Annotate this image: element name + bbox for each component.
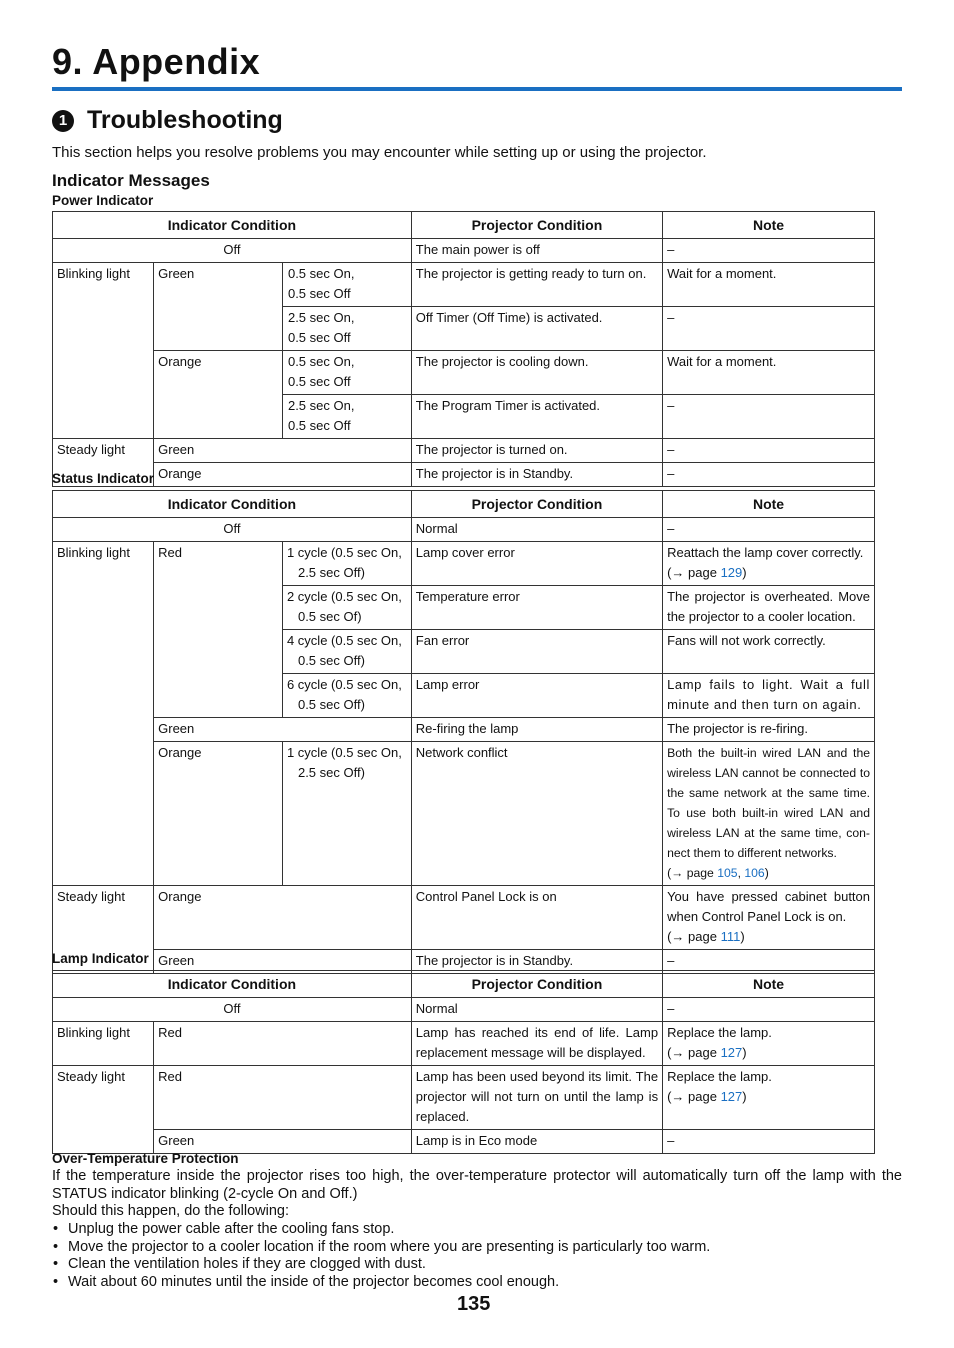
cell-note: – [663,239,875,263]
ref-suffix: ) [742,1089,747,1104]
cell-timing [282,351,411,395]
cell-color: Green [154,1130,412,1154]
timing-line: 0.5 sec Off [287,286,351,301]
cell-note [663,1022,875,1066]
timing-line: 0.5 sec Off [287,418,351,433]
note-text: Reattach the lamp cover correctly. [667,545,864,560]
status-indicator-label: Status Indicator [52,471,155,486]
cell-note: – [663,439,875,463]
header-note: Note [663,971,875,998]
timing-line: 2.5 sec Off) [297,765,365,780]
otp-body [52,1168,902,1221]
cell-mode: Blinking light [53,263,154,439]
note-text: Replace the lamp. [667,1025,772,1040]
note-text: Both the built-in wired LAN and the wireless LAN cannot be connected to the same network at the same time. To use both built-in wired LAN and wireless LAN at the same time, con-nect them to different networks. [667,746,870,860]
status-indicator-table [52,490,875,974]
table-header-row [53,212,875,239]
subsection-title: Indicator Messages [52,171,210,190]
ref-suffix: ) [742,1045,747,1060]
page-link[interactable]: 111 [720,929,741,944]
cell-timing [282,395,411,439]
cell-mode: Blinking light [53,1022,154,1066]
table-header-row [53,971,875,998]
cell-color: Red [154,1022,412,1066]
cell-note [663,542,875,586]
timing-line: 2.5 sec On, [287,310,355,325]
cell-note: – [663,950,875,974]
cell-note [663,886,875,950]
header-note: Note [663,212,875,239]
cell-timing [282,307,411,351]
section-number-badge: 1 [52,110,74,132]
note-text: You have pressed cabinet button when Control Panel Lock is on. [667,889,870,924]
cell-projector: Temperature error [411,586,662,630]
table-row [53,998,875,1022]
list-item: • Wait about 60 minutes until the inside of the projector becomes cool enough. [52,1274,902,1292]
page-number: 135 [457,1293,491,1315]
power-indicator-label: Power Indicator [52,193,154,208]
cell-projector: Re-firing the lamp [411,718,662,742]
ref-suffix: ) [740,929,745,944]
timing-line: 0.5 sec Of) [297,609,362,624]
page-link[interactable]: 127 [720,1089,743,1104]
cell-projector: Lamp is in Eco mode [411,1130,662,1154]
lamp-indicator-label: Lamp Indicator [52,951,149,966]
cell-mode: Steady light [53,886,154,974]
cell-note [663,742,875,886]
cell-color: Red [154,542,283,718]
table-row [53,239,875,263]
table-row [53,518,875,542]
cell-mode: Steady light [53,439,154,487]
list-item: • Unplug the power cable after the cooling fans stop. [52,1221,902,1239]
otp-title: Over-Temperature Protection [52,1151,239,1166]
cell-projector: The projector is in Standby. [411,950,662,974]
cell-note: – [663,463,875,487]
cell-color: Green [154,263,283,351]
timing-line: 2 cycle (0.5 sec On, [286,589,402,604]
cell-projector: Normal [411,518,662,542]
cell-projector: The projector is cooling down. [411,351,662,395]
cell-color: Orange [154,742,283,886]
cell-projector: Control Panel Lock is on [411,886,662,950]
cell-projector: The main power is off [411,239,662,263]
table-row [53,886,875,950]
table-row [53,542,875,586]
section-title: Troubleshooting [87,106,283,134]
power-indicator-table [52,211,875,487]
timing-line: 0.5 sec Off) [297,697,365,712]
list-item: • Clean the ventilation holes if they are clogged with dust. [52,1256,902,1274]
cell-projector: The projector is in Standby. [411,463,662,487]
cell-condition: Off [53,518,412,542]
timing-line: 0.5 sec Off [287,330,351,345]
cell-timing [282,742,411,886]
cell-timing [282,674,411,718]
chapter-rule [52,87,902,91]
otp-body-text: If the temperature inside the projector rises too high, the over-temperature protector will automatically turn off the lamp with the STATUS indicator blinking (2-cycle On and Off.) [52,1168,902,1202]
cell-color: Orange [154,463,412,487]
section-heading [52,108,283,133]
timing-line: 1 cycle (0.5 sec On, [286,745,402,760]
cell-color: Orange [154,351,283,439]
page-link[interactable]: 127 [720,1045,743,1060]
page-link[interactable]: 105 [717,866,738,880]
page-link[interactable]: 129 [720,565,743,580]
cell-condition: Off [53,239,412,263]
cell-projector: The projector is getting ready to turn on. [411,263,662,307]
list-item: • Move the projector to a cooler location if the room where you are presenting is particularly too warm. [52,1239,902,1257]
cell-note: – [663,518,875,542]
cell-note: Fans will not work correctly. [663,630,875,674]
cell-projector: Off Timer (Off Time) is activated. [411,307,662,351]
header-indicator-condition: Indicator Condition [53,212,412,239]
ref-prefix: (→ page [667,866,718,880]
table-row [53,742,875,886]
ref-prefix: (→ page [667,1045,721,1060]
cell-color: Green [154,718,412,742]
cell-note [663,1066,875,1130]
table-row [53,718,875,742]
timing-line: 1 cycle (0.5 sec On, [286,545,402,560]
cell-projector: Lamp error [411,674,662,718]
cell-projector: Network conflict [411,742,662,886]
otp-lead: Should this happen, do the following: [52,1203,290,1219]
timing-line: 0.5 sec Off) [297,653,365,668]
header-projector-condition: Projector Condition [411,491,662,518]
cell-mode: Steady light [53,1066,154,1154]
table-row [53,351,875,395]
timing-line: 0.5 sec On, [287,354,355,369]
ref-prefix: (→ page [667,565,721,580]
timing-line: 0.5 sec On, [287,266,355,281]
table-row [53,1022,875,1066]
note-text: Replace the lamp. [667,1069,772,1084]
table-row [53,1066,875,1130]
page-link[interactable]: 106 [744,866,765,880]
timing-line: 2.5 sec Off) [297,565,365,580]
cell-note: – [663,307,875,351]
timing-line: 6 cycle (0.5 sec On, [286,677,402,692]
table-row [53,463,875,487]
cell-projector: The Program Timer is activated. [411,395,662,439]
cell-projector: Lamp cover error [411,542,662,586]
lamp-indicator-table [52,970,875,1154]
ref-prefix: (→ page [667,1089,721,1104]
cell-note: Wait for a moment. [663,263,875,307]
ref-separator: , [737,866,745,880]
header-projector-condition: Projector Condition [411,971,662,998]
cell-color: Red [154,1066,412,1130]
table-row [53,1130,875,1154]
cell-color: Orange [154,886,412,950]
cell-note: – [663,395,875,439]
cell-projector: Lamp has reached its end of life. Lamp replacement message will be displayed. [411,1022,662,1066]
cell-note: The projector is re-firing. [663,718,875,742]
cell-timing [282,542,411,586]
timing-line: 4 cycle (0.5 sec On, [286,633,402,648]
cell-mode: Blinking light [53,542,154,886]
cell-color: Green [154,950,412,974]
otp-steps-list [52,1221,902,1292]
cell-note: The projector is overheated. Move the projector to a cooler location. [663,586,875,630]
cell-projector: The projector is turned on. [411,439,662,463]
table-row [53,263,875,307]
header-projector-condition: Projector Condition [411,212,662,239]
cell-note: Lamp fails to light. Wait a full minute and then turn on again. [663,674,875,718]
cell-note: – [663,1130,875,1154]
timing-line: 0.5 sec Off [287,374,351,389]
cell-timing [282,586,411,630]
cell-note: – [663,998,875,1022]
timing-line: 2.5 sec On, [287,398,355,413]
ref-prefix: (→ page [667,929,721,944]
ref-suffix: ) [742,565,747,580]
header-indicator-condition: Indicator Condition [53,491,412,518]
section-intro: This section helps you resolve problems you may encounter while setting up or using the projector. [52,144,707,161]
cell-color: Green [154,439,412,463]
header-note: Note [663,491,875,518]
cell-projector: Fan error [411,630,662,674]
cell-projector: Lamp has been used beyond its limit. The projector will not turn on until the lamp is replaced. [411,1066,662,1130]
table-row [53,439,875,463]
cell-note: Wait for a moment. [663,351,875,395]
header-indicator-condition: Indicator Condition [53,971,412,998]
cell-timing [282,263,411,307]
table-header-row [53,491,875,518]
cell-condition: Off [53,998,412,1022]
chapter-title: 9. Appendix [52,41,261,82]
cell-projector: Normal [411,998,662,1022]
cell-timing [282,630,411,674]
ref-suffix: ) [764,866,769,880]
